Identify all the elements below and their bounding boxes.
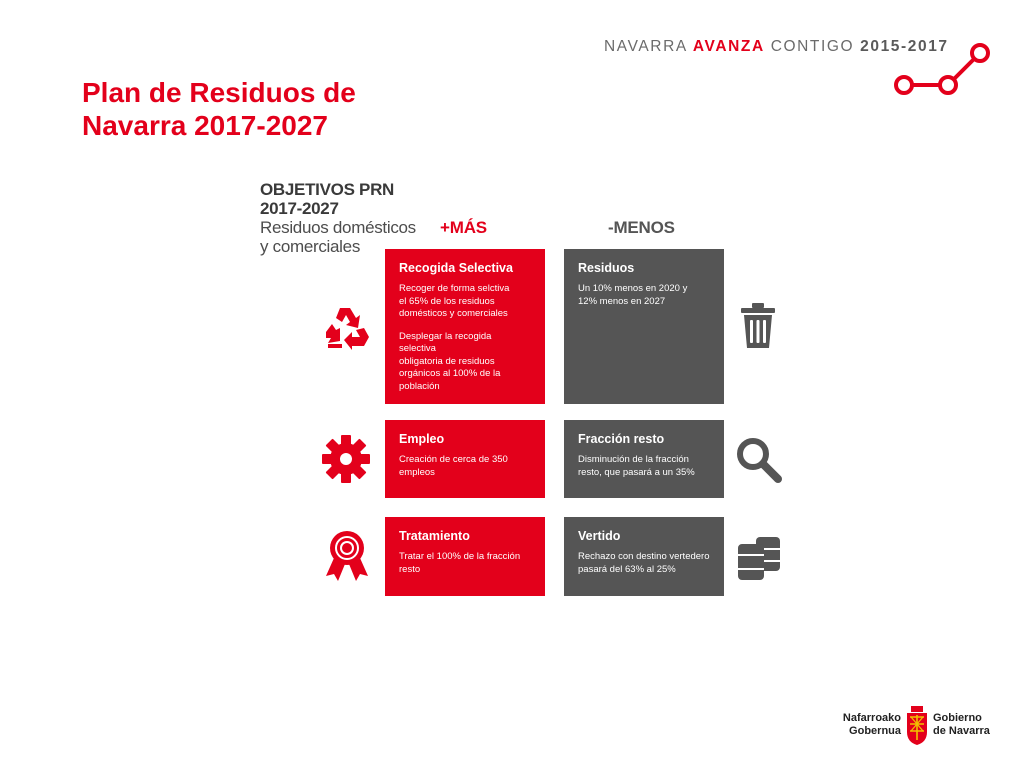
card-empleo [385,420,545,498]
card-title: Residuos [578,261,635,275]
card-residuos [564,249,724,404]
card-vertido [564,517,724,596]
navarra-shield-icon [905,706,929,751]
card-text: Rechazo con destino vertedero pasará del 63% al 25% [578,551,710,575]
objectives-period: 2017-2027 [260,199,339,218]
barrels-icon [736,535,782,581]
card-text: Desplegar la recogida selectiva obligatoria de residuos orgánicos al 100% de la población [399,330,501,392]
objectives-subtitle-1: Residuos domésticos [260,218,416,237]
banner-navarra: NAVARRA [604,38,693,55]
recycle-icon [322,304,370,350]
card-text: Creación de cerca de 350 empleos [399,454,508,478]
progress-logo-icon [890,40,1000,100]
objectives-subtitle-2: y comerciales [260,237,361,256]
logo-basque-line1: Nafarroako [842,712,901,724]
banner-years: 2015-2017 [860,38,949,55]
card-fraccion-resto [564,420,724,498]
banner-contigo: CONTIGO [764,38,861,55]
card-tratamiento [385,517,545,596]
trash-can-icon [740,303,776,349]
card-recogida-selectiva [385,249,545,404]
column-header-mas: +MÁS [440,218,487,237]
card-title: Vertido [578,529,621,543]
page-title-line1: Plan de Residuos de [82,77,356,108]
gobierno-navarra-logo [835,706,1000,752]
gear-icon [322,435,370,483]
logo-spanish-line2: de Navarra [933,725,990,737]
logo-basque-line2: Gobernua [849,725,901,737]
objectives-heading [260,180,416,256]
objectives-title: OBJETIVOS PRN [260,180,395,199]
banner-avanza: AVANZA [692,38,765,55]
column-header-menos: -MENOS [608,218,675,237]
award-ribbon-icon [324,530,370,582]
card-text: Recoger de forma selctiva el 65% de los residuos domésticos y comerciales [399,283,510,319]
magnifier-icon [736,437,782,483]
logo-basque-text [835,712,901,738]
logo-spanish-text [933,712,990,738]
card-title: Tratamiento [399,529,470,543]
card-text: Un 10% menos en 2020 y 12% menos en 2027 [578,283,688,307]
card-text: Disminución de la fracción resto, que pasará a un 35% [578,454,695,478]
card-title: Empleo [399,432,445,446]
page-title [82,76,356,142]
card-title: Fracción resto [578,432,665,446]
card-text: Tratar el 100% de la fracción resto [399,551,521,575]
logo-spanish-line1: Gobierno [933,712,982,724]
page-title-line2: Navarra 2017-2027 [82,110,328,141]
card-title: Recogida Selectiva [399,261,513,275]
